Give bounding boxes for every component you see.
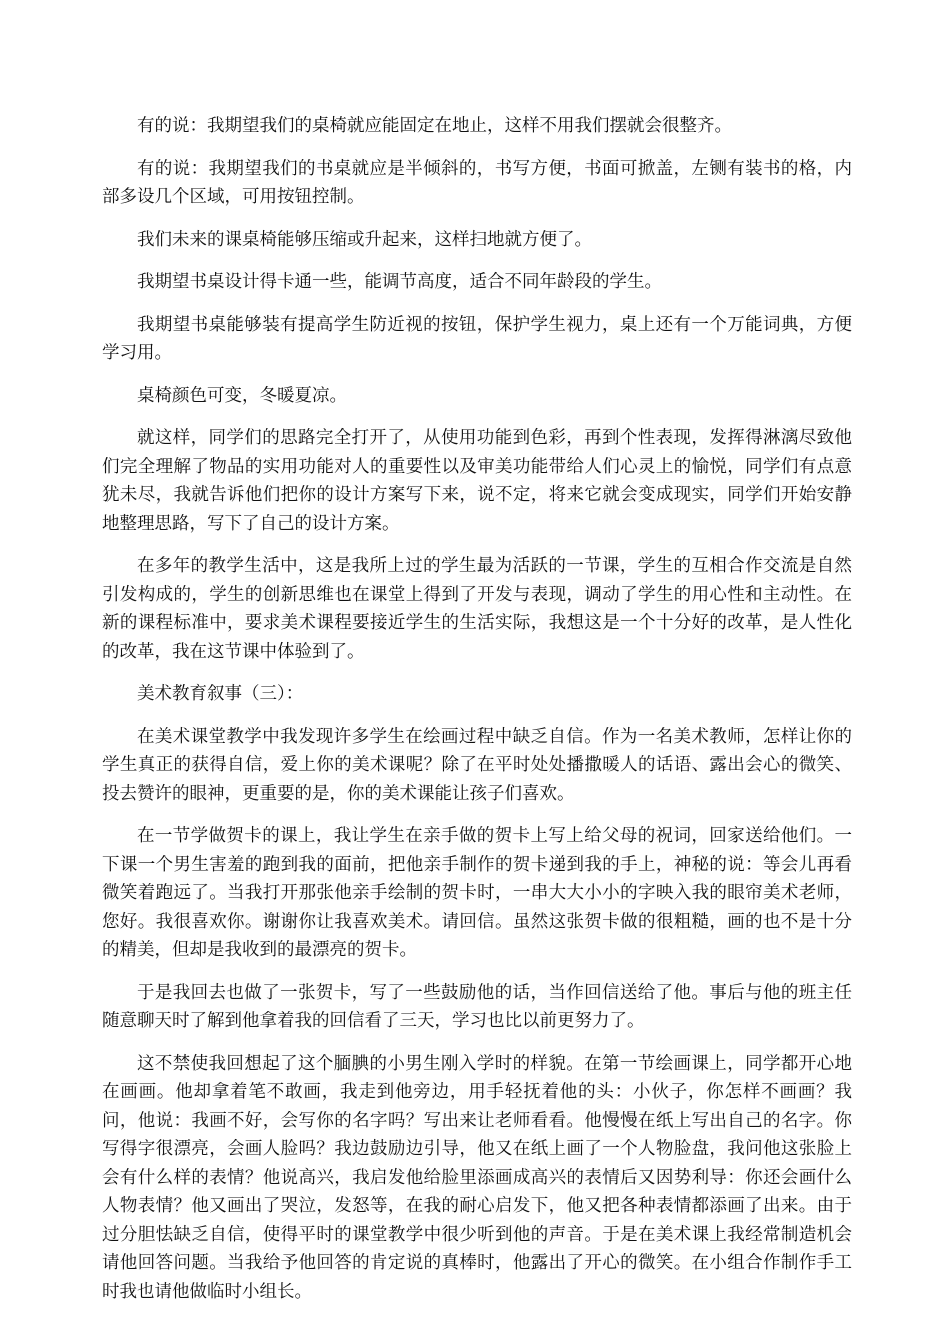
paragraph: 于是我回去也做了一张贺卡，写了一些鼓励他的话，当作回信送给了他。事后与他的班主任随意聊天时了解到他拿着我的回信看了三天，学习也比以前更努力了。 xyxy=(102,982,852,1031)
paragraph: 有的说：我期望我们的桌椅就应能固定在地止，这样不用我们摆就会很整齐。 xyxy=(137,116,732,136)
paragraph: 我们未来的课桌椅能够压缩或升起来，这样扫地就方便了。 xyxy=(137,229,592,250)
document-body xyxy=(102,112,852,1320)
paragraph: 桌椅颜色可变，冬暖夏凉。 xyxy=(137,385,347,406)
section-heading: 美术教育叙事（三）： xyxy=(137,684,304,704)
paragraph: 有的说：我期望我们的书桌就应是半倾斜的，书写方便，书面可掀盖，左铡有装书的格，内部多设几个区域，可用按钮控制。 xyxy=(102,158,852,207)
paragraph: 我期望书桌能够装有提高学生防近视的按钮，保护学生视力，桌上还有一个万能词典，方便学习用。 xyxy=(102,314,852,363)
paragraph: 在一节学做贺卡的课上，我让学生在亲手做的贺卡上写上给父母的祝词，回家送给他们。一下课一个男生害羞的跑到我的面前，把他亲手制作的贺卡递到我的手上，神秘的说：等会儿再看微笑着跑远了。当我打开那张他亲手绘制的贺卡时，一串大大小小的字映入我的眼帘美术老师，您好。我很喜欢你。谢谢你让我喜欢美术。请回信。虽然这张贺卡做的很粗糙，画的也不是十分的精美，但却是我收到的最漂亮的贺卡。 xyxy=(102,826,852,960)
paragraph: 我期望书桌设计得卡通一些，能调节高度，适合不同年龄段的学生。 xyxy=(137,272,662,292)
paragraph: 这不禁使我回想起了这个腼腆的小男生刚入学时的样貌。在第一节绘画课上，同学都开心地在画画。他却拿着笔不敢画，我走到他旁边，用手轻抚着他的头：小伙子，你怎样不画画？我问，他说：我画不好，会写你的名字吗？写出来让老师看看。他慢慢在纸上写出自己的名字。你写得字很漂亮，会画人脸吗？我边鼓励边引导，他又在纸上画了一个人物脸盘，我问他这张脸上会有什么样的表情？他说高兴，我启发他给脸里添画成高兴的表情后又因势利导：你还会画什么人物表情？他又画出了哭泣，发怒等，在我的耐心启发下，他又把各种表情都添画了出来。由于过分胆怯缺乏自信，使得平时的课堂教学中很少听到他的声音。于是在美术课上我经常制造机会请他回答问题。当我给予他回答的肯定说的真棒时，他露出了开心的微笑。在小组合作制作手工时我也请他做临时小组长。 xyxy=(102,1053,852,1302)
paragraph: 在多年的教学生活中，这是我所上过的学生最为活跃的一节课，学生的互相合作交流是自然引发构成的，学生的创新思维也在课堂上得到了开发与表现，调动了学生的用心性和主动性。在新的课程标准中，要求美术课程要接近学生的生活实际，我想这是一个十分好的改革，是人性化的改革，我在这节课中体验到了。 xyxy=(102,556,852,662)
paragraph: 就这样，同学们的思路完全打开了，从使用功能到色彩，再到个性表现，发挥得淋漓尽致他们完全理解了物品的实用功能对人的重要性以及审美功能带给人们心灵上的愉悦，同学们有点意犹未尽，我就告诉他们把你的设计方案写下来，说不定，将来它就会变成现实，同学们开始安静地整理思路，写下了自己的设计方案。 xyxy=(102,428,852,534)
paragraph: 在美术课堂教学中我发现许多学生在绘画过程中缺乏自信。作为一名美术教师，怎样让你的学生真正的获得自信，爱上你的美术课呢？除了在平时处处播撒暖人的话语、露出会心的微笑、投去赞许的眼神，更重要的是，你的美术课能让孩子们喜欢。 xyxy=(102,726,852,804)
